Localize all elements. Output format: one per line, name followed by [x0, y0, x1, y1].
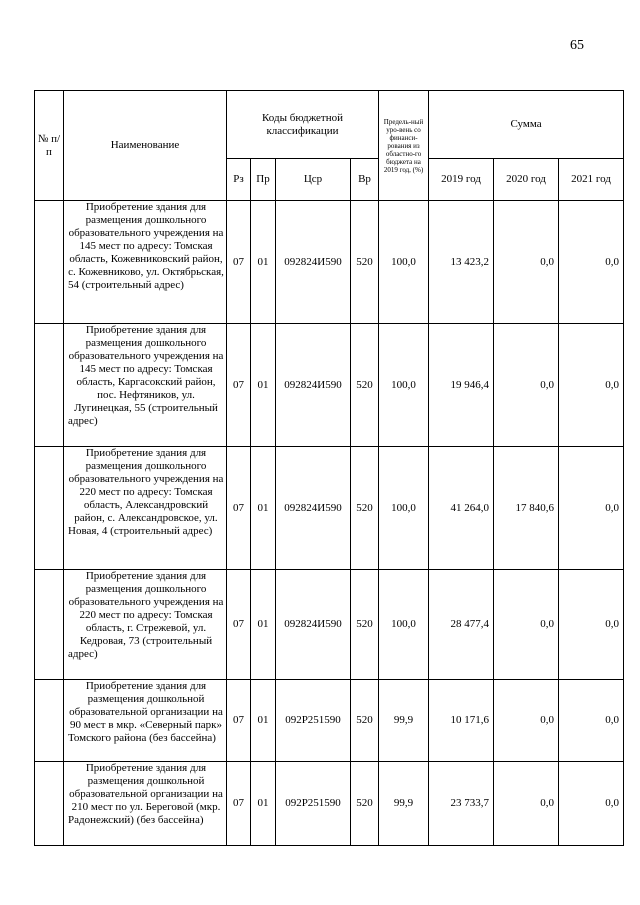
row-2020: 17 840,6 — [494, 447, 559, 570]
row-csr: 092824И590 — [276, 201, 351, 324]
row-2020: 0,0 — [494, 324, 559, 447]
row-pr: 01 — [251, 324, 276, 447]
header-name: Наименование — [64, 91, 227, 201]
row-vr: 520 — [351, 201, 379, 324]
row-pct: 100,0 — [379, 201, 429, 324]
row-2019: 13 423,2 — [429, 201, 494, 324]
row-pct: 99,9 — [379, 762, 429, 846]
row-2019: 19 946,4 — [429, 324, 494, 447]
row-num — [35, 570, 64, 680]
row-rz: 07 — [227, 447, 251, 570]
row-name: Приобретение здания для размещения дошкольной образовательной организации на 210 мест по ул. Береговой (мкр. Радонежский) (без бассейна) — [64, 762, 227, 846]
budget-table — [34, 90, 624, 846]
header-num: № п/п — [35, 91, 64, 201]
header-pr: Пр — [251, 159, 276, 201]
row-rz: 07 — [227, 680, 251, 762]
header-2021: 2021 год — [559, 159, 624, 201]
row-rz: 07 — [227, 201, 251, 324]
row-csr: 092Р251590 — [276, 680, 351, 762]
row-name: Приобретение здания для размещения дошкольной образовательной организации на 90 мест в мкр. «Северный парк» Томского района (без бассейна) — [64, 680, 227, 762]
row-csr: 092824И590 — [276, 324, 351, 447]
row-rz: 07 — [227, 570, 251, 680]
row-2019: 28 477,4 — [429, 570, 494, 680]
row-pct: 100,0 — [379, 570, 429, 680]
row-num — [35, 201, 64, 324]
row-2021: 0,0 — [559, 447, 624, 570]
row-name: Приобретение здания для размещения дошкольного образовательного учреждения на 145 мест по адресу: Томская область, Кожевниковский район, с. Кожевниково, ул. Октябрьская, 54 (строительный адрес) — [64, 201, 227, 324]
row-pct: 100,0 — [379, 324, 429, 447]
row-vr: 520 — [351, 680, 379, 762]
table-row — [35, 762, 624, 846]
row-2020: 0,0 — [494, 680, 559, 762]
row-2021: 0,0 — [559, 680, 624, 762]
row-2020: 0,0 — [494, 201, 559, 324]
row-vr: 520 — [351, 570, 379, 680]
row-pr: 01 — [251, 762, 276, 846]
row-num — [35, 324, 64, 447]
header-2019: 2019 год — [429, 159, 494, 201]
header-row-top — [35, 91, 624, 159]
row-2021: 0,0 — [559, 324, 624, 447]
row-num — [35, 762, 64, 846]
table-row — [35, 570, 624, 680]
table-row — [35, 680, 624, 762]
row-2020: 0,0 — [494, 570, 559, 680]
row-pr: 01 — [251, 447, 276, 570]
table-row — [35, 324, 624, 447]
table-row — [35, 201, 624, 324]
row-2019: 10 171,6 — [429, 680, 494, 762]
header-limit: Предель-ный уро-вень со финанси-рования из областно-го бюджета на 2019 год, (%) — [379, 91, 429, 201]
row-name: Приобретение здания для размещения дошкольного образовательного учреждения на 145 мест по адресу: Томская область, Каргасокский район, пос. Нефтяников, ул. Лугинецкая, 55 (строительный адрес) — [64, 324, 227, 447]
page-number: 65 — [570, 38, 584, 53]
header-codes: Коды бюджетной классификации — [227, 91, 379, 159]
row-name: Приобретение здания для размещения дошкольного образовательного учреждения на 220 мест по адресу: Томская область, Александровский район, с. Александровское, ул. Новая, 4 (строительный адрес) — [64, 447, 227, 570]
row-pr: 01 — [251, 201, 276, 324]
row-vr: 520 — [351, 762, 379, 846]
header-rz: Рз — [227, 159, 251, 201]
row-2019: 41 264,0 — [429, 447, 494, 570]
row-2020: 0,0 — [494, 762, 559, 846]
row-pr: 01 — [251, 570, 276, 680]
header-csr: Цср — [276, 159, 351, 201]
row-rz: 07 — [227, 762, 251, 846]
header-2020: 2020 год — [494, 159, 559, 201]
row-pct: 100,0 — [379, 447, 429, 570]
row-2019: 23 733,7 — [429, 762, 494, 846]
row-pct: 99,9 — [379, 680, 429, 762]
row-2021: 0,0 — [559, 570, 624, 680]
header-vr: Вр — [351, 159, 379, 201]
row-num — [35, 447, 64, 570]
row-name: Приобретение здания для размещения дошкольного образовательного учреждения на 220 мест по адресу: Томская область, г. Стрежевой, ул. Кедровая, 73 (строительный адрес) — [64, 570, 227, 680]
header-sum: Сумма — [429, 91, 624, 159]
row-csr: 092824И590 — [276, 570, 351, 680]
row-vr: 520 — [351, 324, 379, 447]
row-rz: 07 — [227, 324, 251, 447]
row-num — [35, 680, 64, 762]
row-pr: 01 — [251, 680, 276, 762]
row-vr: 520 — [351, 447, 379, 570]
row-csr: 092824И590 — [276, 447, 351, 570]
row-2021: 0,0 — [559, 201, 624, 324]
row-2021: 0,0 — [559, 762, 624, 846]
row-csr: 092Р251590 — [276, 762, 351, 846]
table-row — [35, 447, 624, 570]
